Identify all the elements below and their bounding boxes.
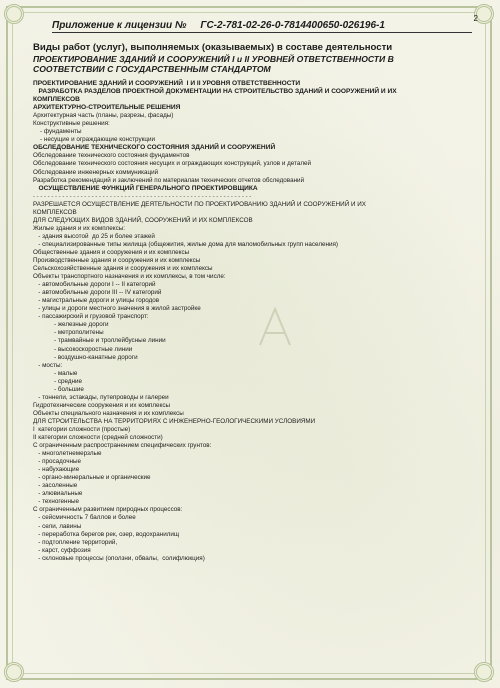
list-item: Обследование технического состояния фундаментов [33,152,190,160]
list-item: - метрополитены [33,329,104,337]
subtitle-line: СООТВЕТСТВИИ С ГОСУДАРСТВЕННЫМ СТАНДАРТОМ [33,64,271,74]
list-item: - автомобильные дороги III -- IV категорий [33,289,162,297]
list-item: Конструктивные решения: [33,120,110,128]
list-item: - малые [33,369,78,377]
list-item: Обследование инженерных коммуникаций [33,168,159,176]
list-item: - трамвайные и троллейбусные линии [33,337,166,345]
list-item: - магистральные дороги и улицы городов [33,297,160,305]
list-item: - набухающие [33,466,80,474]
stamp-mark-icon [255,305,295,349]
list-item: Обследование технического состояния несущих и ограждающих конструкций, узлов и деталей [33,160,312,168]
list-item: - автомобильные дороги I -- II категорий [33,281,156,289]
document-subtitle [33,54,453,74]
list-item: Гидротехнические сооружения и их комплексы [33,401,171,409]
list-item: II категории сложности (средней сложности) [33,434,163,442]
list-item: ДЛЯ СТРОИТЕЛЬСТВА НА ТЕРРИТОРИЯХ С ИНЖЕНЕРНО-ГЕОЛОГИЧЕСКИМИ УСЛОВИЯМИ [33,417,316,425]
section-separator: - - - - - - - - - - - - - - - - - - - - - - - - - - - - - - - - - - - - - - - - - - - - - - - - - - - - - - - - - - - - [33,193,252,200]
list-item: - элювиальные [33,490,83,498]
corner-ornament-icon [4,4,24,24]
list-item: - фундаменты [33,128,82,136]
list-item: - карст, суффозия [33,546,91,554]
list-item: - просадочные [33,458,81,466]
license-number: ГС-2-781-02-26-0-7814400650-026196-1 [200,20,385,31]
list-item: - мосты: [33,361,63,369]
list-item: - железные дороги [33,321,109,329]
list-item: Разработка рекомендаций и заключений по материалам технических отчетов обследований [33,176,305,184]
subtitle-line: ПРОЕКТИРОВАНИЕ ЗДАНИЙ И СООРУЖЕНИЙ I и II УРОВНЕЙ ОТВЕТСТВЕННОСТИ В [33,54,394,64]
list-item: ПРОЕКТИРОВАНИЕ ЗДАНИЙ И СООРУЖЕНИЙ I И II УРОВНЯ ОТВЕТСТВЕННОСТИ [33,80,301,87]
list-item: - высокоскоростные линии [33,345,133,353]
list-item: I категории сложности (простые) [33,425,131,433]
list-item: - сейсмичность 7 баллов и более [33,514,136,522]
list-item: Сельскохозяйственные здания и сооружения и их комплексы [33,265,213,273]
license-header [52,20,472,33]
list-item: Жилые здания и их комплексы: [33,224,126,232]
document-title: Виды работ (услуг), выполняемых (оказываемых) в составе деятельности [33,42,393,53]
list-item: - здания высотой до 25 и более этажей [33,232,155,240]
list-item: - средние [33,377,83,385]
list-item: - тоннели, эстакады, путепроводы и галереи [33,393,169,401]
list-item: Объекты специального назначения и их комплексы [33,409,184,417]
list-item: - несущие и ограждающие конструкции [33,136,156,144]
list-item: ДЛЯ СЛЕДУЮЩИХ ВИДОВ ЗДАНИЙ, СООРУЖЕНИЙ И ИХ КОМПЛЕКСОВ [33,216,253,224]
list-item: Объекты транспортного назначения и их комплексы, в том числе: [33,273,226,281]
list-item: - подтопление территорий, [33,538,118,546]
list-item: РАЗРАБОТКА РАЗДЕЛОВ ПРОЕКТНОЙ ДОКУМЕНТАЦИИ НА СТРОИТЕЛЬСТВО ЗДАНИЙ И СООРУЖЕНИЙ И ИХ [33,88,397,96]
list-item: - большие [33,385,84,393]
list-item: РАЗРЕШАЕТСЯ ОСУЩЕСТВЛЕНИЕ ДЕЯТЕЛЬНОСТИ ПО ПРОЕКТИРОВАНИЮ ЗДАНИЙ И СООРУЖЕНИЙ И ИХ [33,200,366,208]
list-item: - воздушно-канатные дороги [33,353,138,361]
header-title: Приложение к лицензии № [52,20,187,31]
list-item: АРХИТЕКТУРНО-СТРОИТЕЛЬНЫЕ РЕШЕНИЯ [33,104,181,112]
list-item: - склоновые процессы (оползни, обвалы, солифлюкция) [33,554,205,562]
list-item: - сели, лавины [33,522,82,530]
list-item: - многолетнемерзлые [33,450,102,458]
list-item: - переработка берегов рек, озер, водохранилищ [33,530,180,538]
work-types-list [33,80,453,563]
list-item: С ограниченным развитием природных процессов: [33,506,183,514]
list-item: - засоленные [33,482,78,490]
list-item: - специализированные типы жилища (общежития, жилые дома для маломобильных групп населения) [33,240,338,248]
list-item: ОСУЩЕСТВЛЕНИЕ ФУНКЦИЙ ГЕНЕРАЛЬНОГО ПРОЕКТИРОВЩИКА [33,184,258,192]
list-item: С ограниченным распространением специфических грунтов: [33,442,212,450]
list-item: - улицы и дороги местного значения в жилой застройке [33,305,201,313]
list-item: ОБСЛЕДОВАНИЕ ТЕХНИЧЕСКОГО СОСТОЯНИЯ ЗДАНИЙ И СООРУЖЕНИЙ [33,144,276,152]
page-number: 2 [473,14,478,23]
list-item: Общественные здания и сооружения и их комплексы [33,248,190,256]
corner-ornament-icon [4,662,24,682]
list-item: КОМПЛЕКСОВ [33,96,80,104]
list-item: - техногенные [33,498,80,506]
list-item: - пассажирский и грузовой транспорт: [33,313,149,321]
list-item: Архитектурная часть (планы, разрезы, фасады) [33,112,174,120]
corner-ornament-icon [474,662,494,682]
list-item: КОМПЛЕКСОВ [33,208,77,216]
list-item: - органо-минеральные и органические [33,474,151,482]
document-body [33,42,453,563]
list-item: Производственные здания и сооружения и их комплексы [33,256,201,264]
